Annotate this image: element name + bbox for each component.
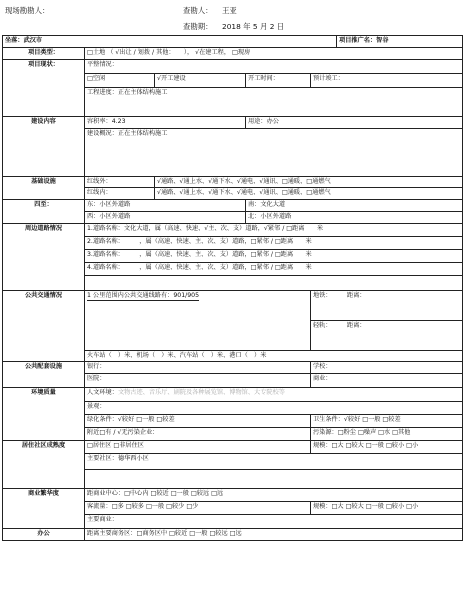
leveling-field[interactable]: 平整情况： xyxy=(85,59,463,73)
road-2-unit: 米 xyxy=(305,237,312,245)
community-type[interactable]: □居住区 □非居住区 xyxy=(85,440,311,453)
subway-field[interactable]: 地铁： 距离： xyxy=(311,290,463,320)
office-label: 办公 xyxy=(3,528,85,540)
project-status-label: 项目现状： xyxy=(3,59,85,116)
construction-label: 建设内容 xyxy=(3,116,85,176)
inside-redline-label: 红线内： xyxy=(85,188,155,200)
commercial-center[interactable]: 距商业中心：□中心内 □较近 □一般 □较远 □远 xyxy=(85,488,463,501)
project-type-label: 项目类型： xyxy=(3,48,85,60)
road-4[interactable]: 4.道路名称： ，属（高速、快速、主、次、支）道路，□紧邻 / □距离 米 xyxy=(85,262,463,275)
north-boundary[interactable]: 北：小区外道路 xyxy=(246,211,463,223)
location-label: 坐落： xyxy=(5,37,24,45)
project-type-options[interactable]: □土地 （ √出让 / 划拨 / 其他： ）， √在建工程， □现房 xyxy=(85,48,463,60)
survey-table xyxy=(2,35,463,541)
idle-checkbox[interactable]: □空闲 xyxy=(85,73,155,87)
hospital-field[interactable]: 医院： xyxy=(85,373,311,387)
roads-label: 周边道路情况 xyxy=(3,223,85,290)
surveyor-label: 现场勘勘人： xyxy=(5,6,50,15)
far-cell[interactable]: 容积率：4.23 xyxy=(85,116,246,128)
light-rail-distance-label: 距离： xyxy=(347,321,366,329)
pollution-options[interactable]: 附近□有 / √无污染企业： xyxy=(85,427,311,440)
project-name-label: 项目推广名： xyxy=(339,37,377,45)
community-scale[interactable]: 规模：□大 □较大 □一般 □较小 □小 xyxy=(311,440,463,453)
progress-field[interactable]: 工程进度：正在主体结构施工 xyxy=(85,87,463,116)
road-3-unit: 米 xyxy=(305,250,312,258)
human-environment[interactable]: 人文环境：文物古迹、音乐厅、剧院及各种展览馆、博物馆、大专院校等 xyxy=(85,387,463,401)
outside-redline-label: 红线外： xyxy=(85,176,155,188)
boundaries-label: 四至： xyxy=(3,199,85,223)
inside-redline-options[interactable]: √通路、√通上水、√通下水、√通电、√通讯、□通暖、□通燃气 xyxy=(155,188,463,200)
date-value: 2018 年 5 月 2 日 xyxy=(222,22,285,31)
road-1[interactable]: 1.道路名称：文化大道，属（高速、快速、√主、次、支）道路，√紧邻 / □距离 米 xyxy=(85,223,463,236)
date-label: 查勘期： xyxy=(183,22,213,31)
hygiene-options[interactable]: 卫生条件：√较好 □一般 □较差 xyxy=(311,414,463,427)
appraiser-name: 王亚 xyxy=(222,6,237,15)
appraiser-label: 查勘人： xyxy=(183,6,213,15)
start-time-field[interactable]: 开工时间： xyxy=(246,73,311,87)
use-value: 办公 xyxy=(266,117,279,125)
project-name-value: 智谷 xyxy=(376,37,389,45)
light-rail-field[interactable]: 轻轨： 距离： xyxy=(311,320,463,350)
west-boundary[interactable]: 西：小区外道路 xyxy=(85,211,246,223)
location-row xyxy=(3,36,463,48)
road-3[interactable]: 3.道路名称： ，属（高速、快速、主、次、支）道路，□紧邻 / □距离 米 xyxy=(85,249,463,262)
business-district-distance[interactable]: 距离主要商务区：□商务区中 □较近 □一般 □较远 □远 xyxy=(85,528,463,540)
human-environment-hint: 文物古迹、音乐厅、剧院及各种展览馆、博物馆、大专院校等 xyxy=(117,388,285,396)
main-community[interactable]: 主要社区：德华西小区 xyxy=(85,453,463,469)
road-1-unit: 米 xyxy=(316,224,324,232)
east-boundary[interactable]: 东：小区外道路 xyxy=(85,199,246,211)
started-checkbox[interactable]: √开工建设 xyxy=(155,73,246,87)
location-value: 武汉市 xyxy=(23,37,43,45)
school-field[interactable]: 学校： xyxy=(311,362,463,374)
commercial-label: 商业繁华度 xyxy=(3,488,85,528)
far-value: 4.23 xyxy=(111,117,126,125)
main-community-value: 德华西小区 xyxy=(117,454,149,462)
road-4-unit: 米 xyxy=(305,263,312,271)
bus-lines[interactable]: 1 公里范围内公共交通线路有：901/905 xyxy=(85,290,311,350)
environment-label: 环境质量 xyxy=(3,387,85,440)
completion-field[interactable]: 预计竣工： xyxy=(311,73,463,87)
subway-distance-label: 距离： xyxy=(347,291,366,299)
facilities-label: 公共配套设施 xyxy=(3,362,85,388)
community-label: 居住社区成熟度 xyxy=(3,440,85,488)
greening-options[interactable]: 绿化条件：√较好 □一般 □较差 xyxy=(85,414,311,427)
road-2[interactable]: 2.道路名称： ，属（高速、快速、主、次、支）道路，□紧邻 / □距离 米 xyxy=(85,236,463,249)
bank-field[interactable]: 银行： xyxy=(85,362,311,374)
outside-redline-options[interactable]: √通路、√通上水、√通下水、√通电、√通讯、□通暖、□通燃气 xyxy=(155,176,463,188)
community-spare-row xyxy=(85,469,463,488)
main-commerce[interactable]: 主要商业： xyxy=(85,514,463,528)
construction-overview[interactable]: 建设概况：正在主体结构施工 xyxy=(85,128,463,176)
infrastructure-label: 基础设施 xyxy=(3,176,85,199)
use-cell[interactable]: 用途：办公 xyxy=(246,116,463,128)
pollutant-options[interactable]: 污染源：□粉尘 □噪声 □水 □其他 xyxy=(311,427,463,440)
south-boundary[interactable]: 南：文化大道 xyxy=(246,199,463,211)
customer-flow[interactable]: 客流量：□多 □较多 □一般 □较少 □少 xyxy=(85,501,311,514)
stations-distance[interactable]: 火车站（ ）米、机场（ ）米、汽车站（ ）米、港口（ ）米 xyxy=(85,350,463,362)
transit-label: 公共交通情况 xyxy=(3,290,85,362)
commerce-field[interactable]: 商业： xyxy=(311,373,463,387)
road-spare-row xyxy=(85,275,463,290)
commercial-scale[interactable]: 规模：□大 □较大 □一般 □较小 □小 xyxy=(311,501,463,514)
landscape-field[interactable]: 景观： xyxy=(85,401,463,414)
